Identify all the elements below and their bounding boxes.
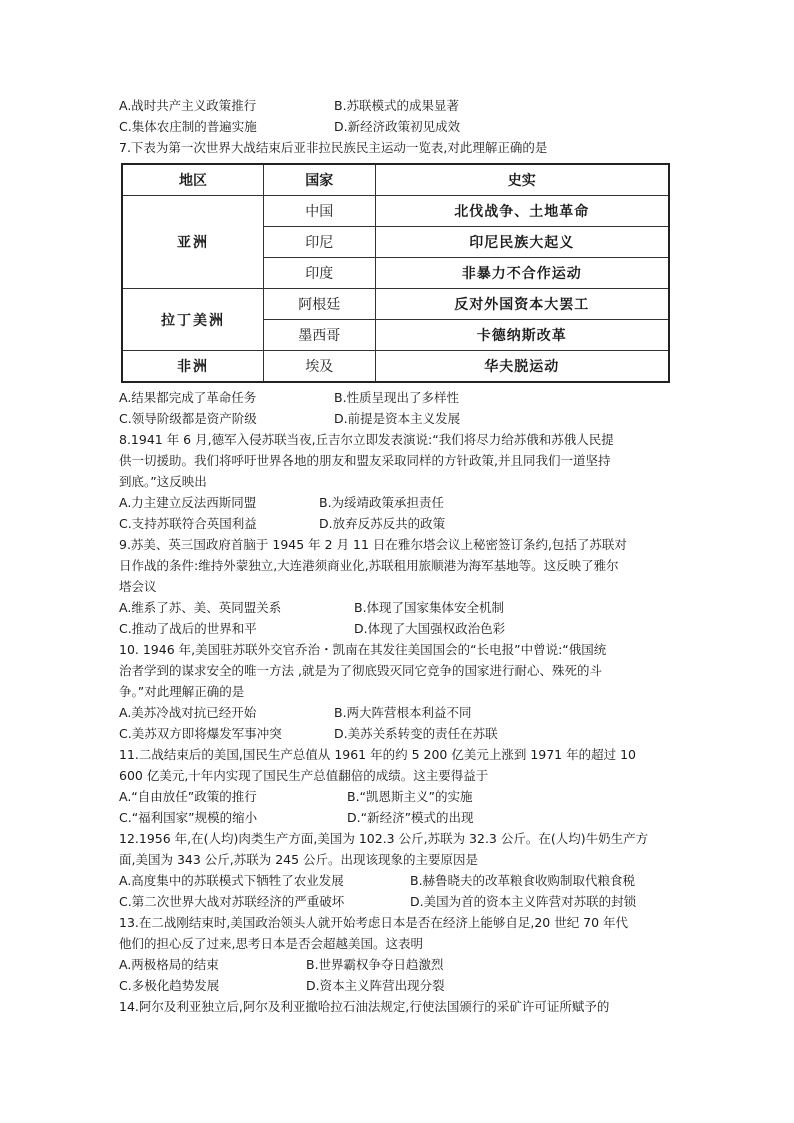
- country-cell: 阿根廷: [263, 289, 375, 320]
- q6-option-a[interactable]: A.战时共产主义政策推行: [119, 98, 257, 113]
- q6-option-b[interactable]: B.苏联模式的成果显著: [334, 98, 460, 113]
- q8-stem-line: 供一切援助。我们将呼吁世界各地的朋友和盟友采取同样的方针政策,并且同我们一道坚持: [119, 453, 611, 468]
- q7-option-a[interactable]: A.结果都完成了革命任务: [119, 390, 257, 405]
- header-country: 国家: [263, 164, 375, 196]
- table-row: [122, 289, 669, 320]
- q8-option-b[interactable]: B.为绥靖政策承担责任: [319, 495, 445, 510]
- fact-cell: 华夫脱运动: [375, 351, 669, 383]
- table-row: [122, 196, 669, 227]
- region-cell: 亚洲: [122, 196, 263, 289]
- country-cell: 墨西哥: [263, 320, 375, 351]
- q9-stem-line: 塔会议: [119, 579, 157, 594]
- q10-stem-line: 争。”对此理解正确的是: [119, 684, 245, 699]
- q14-stem-line: 14.阿尔及利亚独立后,阿尔及利亚撤哈拉石油法规定,行使法国颁行的采矿许可证所赋予的: [119, 999, 610, 1014]
- region-cell: 拉丁美洲: [122, 289, 263, 351]
- q7-option-c[interactable]: C.领导阶级都是资产阶级: [119, 411, 257, 426]
- q11-option-c[interactable]: C.“福利国家”规模的缩小: [119, 810, 258, 825]
- q10-option-c[interactable]: C.美苏双方即将爆发军事冲突: [119, 726, 282, 741]
- q12-option-d[interactable]: D.美国为首的资本主义阵营对苏联的封锁: [410, 894, 637, 909]
- q11-stem-line: 600 亿美元,十年内实现了国民生产总值翻倍的成绩。这主要得益于: [119, 768, 489, 783]
- q6-option-d[interactable]: D.新经济政策初见成效: [334, 119, 461, 134]
- q13-option-c[interactable]: C.多极化趋势发展: [119, 978, 220, 993]
- country-cell: 印尼: [263, 227, 375, 258]
- fact-cell: 反对外国资本大罢工: [375, 289, 669, 320]
- q11-option-d[interactable]: D.“新经济”模式的出现: [347, 810, 474, 825]
- q7-stem: 7.下表为第一次世界大战结束后亚非拉民族民主运动一览表,对此理解正确的是: [119, 140, 548, 155]
- q11-stem-line: 11.二战结束后的美国,国民生产总值从 1961 年的约 5 200 亿美元上涨到 1971 年的超过 10: [119, 747, 636, 762]
- q10-stem-line: 10. 1946 年,美国驻苏联外交官乔治・凯南在其发往美国国会的“长电报”中曾说:“俄国统: [119, 642, 607, 657]
- q9-stem-line: 9.苏美、英三国政府首脑于 1945 年 2 月 11 日在雅尔塔会议上秘密签订条约,包括了苏联对: [119, 537, 627, 552]
- q8-option-c[interactable]: C.支持苏联符合英国利益: [119, 516, 257, 531]
- q10-option-a[interactable]: A.美苏冷战对抗已经开始: [119, 705, 257, 720]
- q13-option-d[interactable]: D.资本主义阵营出现分裂: [306, 978, 445, 993]
- fact-cell: 印尼民族大起义: [375, 227, 669, 258]
- header-fact: 史实: [375, 164, 669, 196]
- q12-stem-line: 面,美国为 343 公斤,苏联为 245 公斤。出现该现象的主要原因是: [119, 852, 479, 867]
- q11-option-b[interactable]: B.“凯恩斯主义”的实施: [347, 789, 473, 804]
- q8-stem-line: 到底。”这反映出: [119, 474, 207, 489]
- fact-cell: 非暴力不合作运动: [375, 258, 669, 289]
- q11-option-a[interactable]: A.“自由放任”政策的推行: [119, 789, 257, 804]
- q9-stem-line: 日作战的条件:维持外蒙独立,大连港须商业化,苏联租用旅顺港为海军基地等。这反映了雅尔: [119, 558, 619, 573]
- fact-cell: 卡德纳斯改革: [375, 320, 669, 351]
- header-region: 地区: [122, 164, 263, 196]
- q9-option-c[interactable]: C.推动了战后的世界和平: [119, 621, 257, 636]
- q10-stem-line: 治者学到的谋求安全的唯一方法 ,就是为了彻底毁灭同它竞争的国家进行耐心、殊死的斗: [119, 663, 602, 678]
- q9-option-a[interactable]: A.维系了苏、美、英同盟关系: [119, 600, 282, 615]
- q7-option-d[interactable]: D.前提是资本主义发展: [334, 411, 461, 426]
- q6-option-c[interactable]: C.集体农庄制的普遍实施: [119, 119, 257, 134]
- q10-option-d[interactable]: D.美苏关系转变的责任在苏联: [334, 726, 498, 741]
- q13-stem-line: 13.在二战刚结束时,美国政治领头人就开始考虑日本是否在经济上能够自足,20 世纪 70 年代: [119, 915, 629, 930]
- q13-option-b[interactable]: B.世界霸权争夺日趋激烈: [306, 957, 444, 972]
- q12-option-a[interactable]: A.高度集中的苏联模式下牺牲了农业发展: [119, 873, 344, 888]
- q12-option-c[interactable]: C.第二次世界大战对苏联经济的严重破坏: [119, 894, 345, 909]
- country-cell: 印度: [263, 258, 375, 289]
- q13-stem-line: 他们的担心反了过来,思考日本是否会超越美国。这表明: [119, 936, 423, 951]
- country-cell: 埃及: [263, 351, 375, 383]
- country-cell: 中国: [263, 196, 375, 227]
- q12-stem-line: 12.1956 年,在(人均)肉类生产方面,美国为 102.3 公斤,苏联为 32.3 公斤。在(人均)牛奶生产方: [119, 831, 649, 846]
- q9-option-b[interactable]: B.体现了国家集体安全机制: [354, 600, 505, 615]
- q12-option-b[interactable]: B.赫鲁晓夫的改革粮食收购制取代粮食税: [410, 873, 636, 888]
- table-header-row: [122, 164, 669, 196]
- q13-option-a[interactable]: A.两极格局的结束: [119, 957, 219, 972]
- region-cell: 非洲: [122, 351, 263, 383]
- history-table: [121, 163, 670, 383]
- table-row: [122, 351, 669, 383]
- q8-option-d[interactable]: D.放弃反苏反共的政策: [319, 516, 446, 531]
- q8-option-a[interactable]: A.力主建立反法西斯同盟: [119, 495, 257, 510]
- fact-cell: 北伐战争、土地革命: [375, 196, 669, 227]
- q7-option-b[interactable]: B.性质呈现出了多样性: [334, 390, 460, 405]
- q10-option-b[interactable]: B.两大阵营根本利益不同: [334, 705, 472, 720]
- q9-option-d[interactable]: D.体现了大国强权政治色彩: [354, 621, 506, 636]
- q8-stem-line: 8.1941 年 6 月,德军入侵苏联当夜,丘吉尔立即发表演说:“我们将尽力给苏俄和苏俄人民提: [119, 432, 614, 447]
